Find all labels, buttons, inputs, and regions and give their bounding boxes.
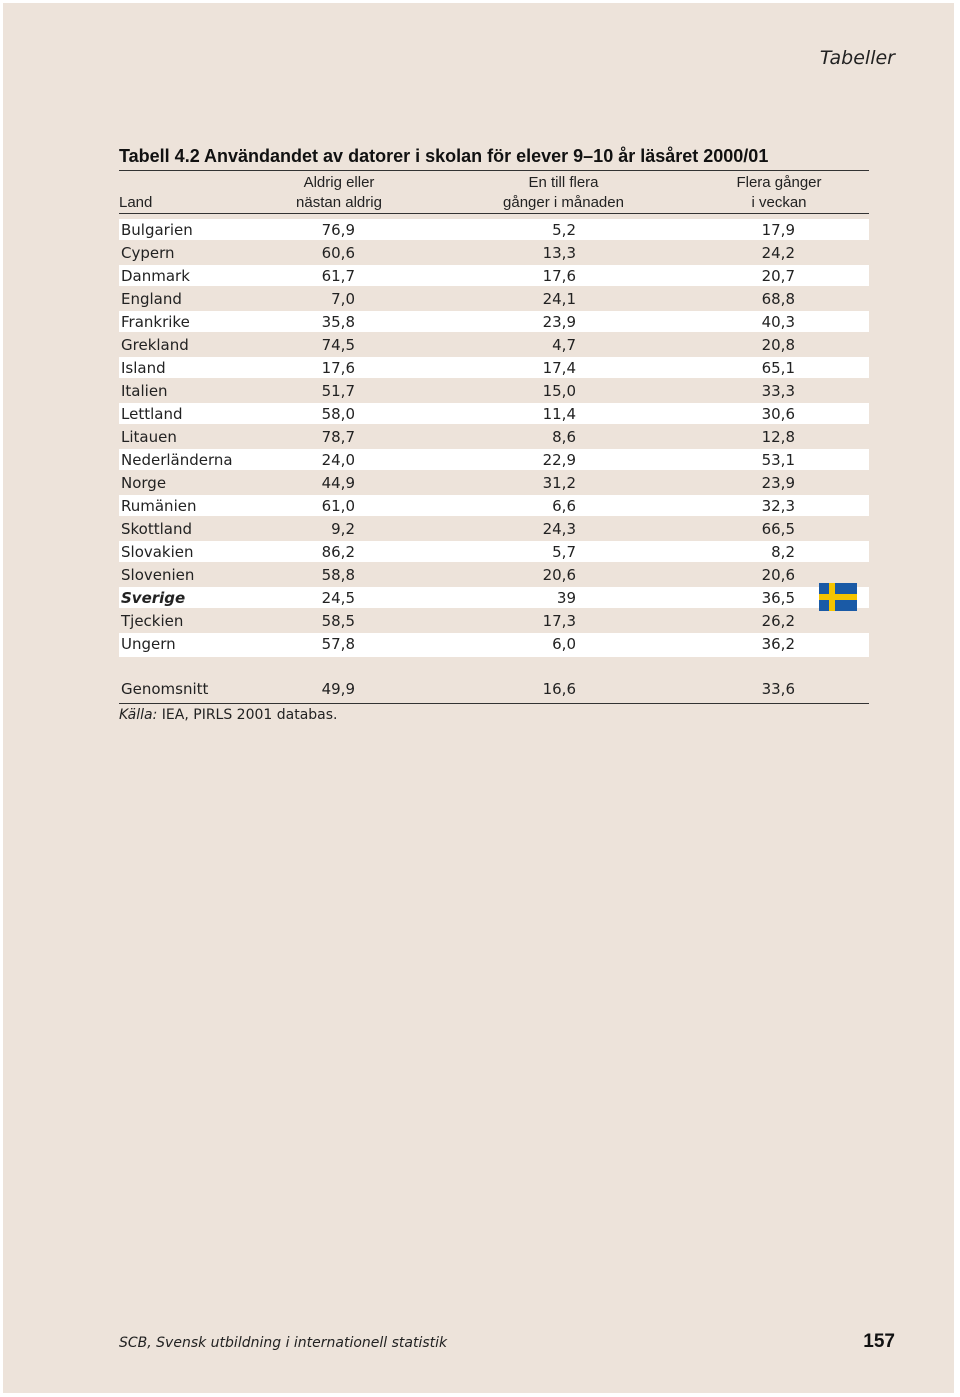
column-header-never-line2: nästan aldrig [296,194,382,211]
table-row [119,311,869,332]
country-cell: England [121,290,182,308]
country-cell: Italien [121,382,168,400]
table-row [119,472,869,493]
column-header-land: Land [119,194,153,211]
page-number: 157 [863,1331,895,1352]
average-row [119,678,869,700]
country-cell: Slovakien [121,543,194,561]
monthly-value-cell: 17,3 [542,612,576,630]
weekly-value-cell: 40,3 [761,313,795,331]
page [3,3,954,1393]
monthly-value-cell: 31,2 [542,474,576,492]
footer-publication: SCB, Svensk utbildning i internationell statistik [119,1335,448,1351]
country-cell: Lettland [121,405,183,423]
table-row [119,403,869,424]
weekly-value-cell: 17,9 [761,221,795,239]
country-cell: Grekland [121,336,189,354]
weekly-value-cell: 36,2 [761,635,795,653]
never-value-cell: 78,7 [321,428,355,446]
weekly-value-cell: 32,3 [761,497,795,515]
never-value-cell: 35,8 [321,313,355,331]
monthly-value-cell: 4,7 [552,336,576,354]
weekly-value-cell: 12,8 [761,428,795,446]
monthly-value-cell: 11,4 [542,405,576,423]
source-label: Källa: [119,707,158,723]
country-cell: Rumänien [121,497,197,515]
table-row [119,265,869,286]
monthly-value-cell: 20,6 [542,566,576,584]
header-rule [119,213,869,214]
column-header-monthly-line1: En till flera [528,174,599,191]
table-row [119,357,869,378]
source-text: IEA, PIRLS 2001 databas. [157,707,338,723]
average-never: 49,9 [321,680,355,698]
country-cell: Ungern [121,635,176,653]
weekly-value-cell: 65,1 [761,359,795,377]
table-row [119,495,869,516]
country-cell: Frankrike [121,313,190,331]
source-note [119,707,338,723]
column-header-monthly-line2: gånger i månaden [503,194,624,211]
monthly-value-cell: 17,6 [542,267,576,285]
column-header-never-line1: Aldrig eller [303,174,375,191]
never-value-cell: 9,2 [331,520,355,538]
never-value-cell: 24,5 [321,589,355,607]
table-row [119,426,869,447]
never-value-cell: 7,0 [331,290,355,308]
weekly-value-cell: 20,6 [761,566,795,584]
monthly-value-cell: 15,0 [542,382,576,400]
monthly-value-cell: 22,9 [542,451,576,469]
never-value-cell: 74,5 [321,336,355,354]
table-row [119,380,869,401]
table-row [119,541,869,562]
country-cell: Slovenien [121,566,195,584]
weekly-value-cell: 68,8 [761,290,795,308]
average-weekly: 33,6 [761,680,795,698]
never-value-cell: 17,6 [321,359,355,377]
country-cell: Danmark [121,267,190,285]
country-cell: Sverige [121,589,186,607]
never-value-cell: 61,7 [321,267,355,285]
never-value-cell: 86,2 [321,543,355,561]
weekly-value-cell: 33,3 [761,382,795,400]
average-monthly: 16,6 [542,680,576,698]
country-cell: Norge [121,474,167,492]
average-label: Genomsnitt [121,680,209,698]
monthly-value-cell: 5,7 [552,543,576,561]
never-value-cell: 58,5 [321,612,355,630]
column-header-never [279,173,399,213]
table-row [119,587,869,608]
never-value-cell: 57,8 [321,635,355,653]
table-row [119,610,869,631]
weekly-value-cell: 26,2 [761,612,795,630]
table-row [119,242,869,263]
never-value-cell: 58,0 [321,405,355,423]
monthly-value-cell: 8,6 [552,428,576,446]
flag-cross-horizontal [819,594,857,600]
column-header-monthly [486,173,641,213]
country-cell: Litauen [121,428,177,446]
monthly-value-cell: 39 [556,589,576,607]
top-rule [119,170,869,171]
table-row [119,334,869,355]
column-header-weekly-line1: Flera gånger [736,174,822,191]
monthly-value-cell: 6,0 [552,635,576,653]
weekly-value-cell: 24,2 [761,244,795,262]
monthly-value-cell: 17,4 [542,359,576,377]
weekly-value-cell: 30,6 [761,405,795,423]
country-cell: Island [121,359,166,377]
column-header-weekly-line2: i veckan [751,194,807,211]
country-cell: Cypern [121,244,175,262]
table-row [119,449,869,470]
monthly-value-cell: 5,2 [552,221,576,239]
monthly-value-cell: 23,9 [542,313,576,331]
table-row [119,219,869,240]
never-value-cell: 60,6 [321,244,355,262]
never-value-cell: 51,7 [321,382,355,400]
bottom-rule [119,703,869,704]
country-cell: Tjeckien [121,612,184,630]
monthly-value-cell: 6,6 [552,497,576,515]
never-value-cell: 76,9 [321,221,355,239]
monthly-value-cell: 24,1 [542,290,576,308]
table-body [119,219,869,659]
running-head: Tabeller [819,47,895,69]
swedish-flag-icon [819,583,857,611]
weekly-value-cell: 66,5 [761,520,795,538]
never-value-cell: 58,8 [321,566,355,584]
table-row [119,564,869,585]
never-value-cell: 24,0 [321,451,355,469]
weekly-value-cell: 53,1 [761,451,795,469]
country-cell: Nederländerna [121,451,233,469]
table-title: Tabell 4.2 Användandet av datorer i skolan för elever 9–10 år läsåret 2000/01 [119,146,769,166]
country-cell: Bulgarien [121,221,193,239]
weekly-value-cell: 8,2 [771,543,795,561]
monthly-value-cell: 13,3 [542,244,576,262]
weekly-value-cell: 23,9 [761,474,795,492]
weekly-value-cell: 20,7 [761,267,795,285]
column-header-weekly [719,173,839,213]
table-row [119,633,869,657]
never-value-cell: 61,0 [321,497,355,515]
weekly-value-cell: 36,5 [761,589,795,607]
weekly-value-cell: 20,8 [761,336,795,354]
never-value-cell: 44,9 [321,474,355,492]
table-row [119,288,869,309]
country-cell: Skottland [121,520,193,538]
table-row [119,518,869,539]
monthly-value-cell: 24,3 [542,520,576,538]
